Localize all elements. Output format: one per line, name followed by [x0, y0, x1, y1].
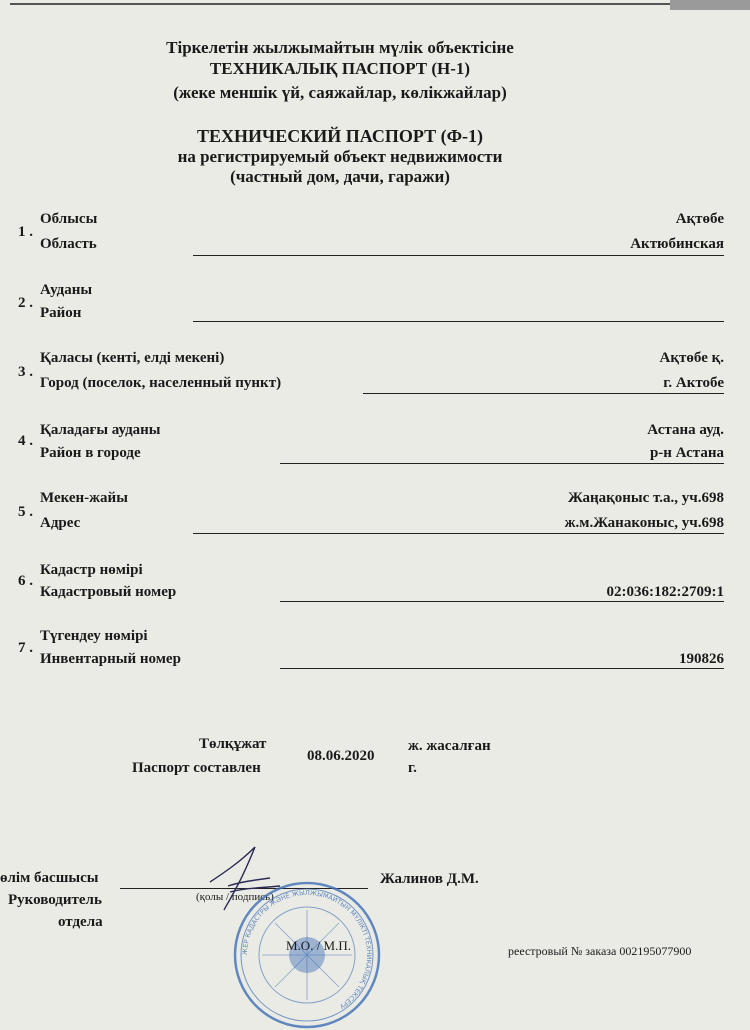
field-value-ru: ж.м.Жанаконыс, уч.698	[564, 515, 724, 531]
head-role-ru-2: отдела	[58, 914, 103, 930]
corner-mark	[670, 0, 750, 10]
field-underline	[280, 601, 724, 602]
compiled-label-kz: Төлқұжат	[199, 736, 267, 752]
seal-place-caption: М.О. / М.П.	[286, 938, 352, 953]
field-underline	[193, 321, 724, 322]
field-value-ru: р-н Астана	[649, 445, 724, 461]
field-label-kz: Қаласы (кенті, елді мекені)	[40, 350, 225, 366]
field-value-kz: Астана ауд.	[647, 422, 724, 438]
field-number: 4 .	[18, 433, 33, 449]
field-value-kz: Жаңақоныс т.а., уч.698	[568, 490, 724, 506]
field-underline	[280, 668, 724, 669]
field-value-ru: Актюбинская	[630, 236, 724, 252]
signatory-name: Жалинов Д.М.	[380, 871, 479, 887]
header-kz-line1: Тіркелетін жылжымайтын мүлік объектісіне	[166, 38, 514, 57]
field-label-kz: Ауданы	[40, 282, 93, 298]
field-label-kz: Түгендеу нөмірі	[40, 628, 148, 644]
field-label-ru: Область	[40, 236, 97, 252]
compiled-date: 08.06.2020	[307, 748, 375, 764]
header-ru-line1: ТЕХНИЧЕСКИЙ ПАСПОРТ (Ф-1)	[196, 126, 484, 146]
header-kz-line3: (жеке меншік үй, саяжайлар, көлікжайлар)	[173, 83, 507, 102]
field-number: 3 .	[18, 364, 33, 380]
field-label-kz: Облысы	[40, 211, 98, 227]
field-number: 2 .	[18, 295, 33, 311]
field-label-ru: Город (поселок, населенный пункт)	[40, 375, 282, 391]
field-value-kz: Ақтөбе қ.	[659, 350, 724, 366]
header-kz-line2: ТЕХНИКАЛЫҚ ПАСПОРТ (Н-1)	[209, 59, 471, 78]
field-number: 1 .	[18, 224, 33, 240]
field-value-kz: Ақтөбе	[675, 211, 724, 227]
head-role-ru-1: Руководитель	[8, 892, 102, 908]
top-border-line	[10, 3, 750, 5]
field-label-ru: Адрес	[40, 515, 81, 531]
compiled-suffix-kz: ж. жасалған	[408, 738, 491, 754]
field-number: 6 .	[18, 573, 33, 589]
header-ru-line3: (частный дом, дачи, гаражи)	[230, 167, 450, 186]
field-label-kz: Кадастр нөмірі	[40, 562, 143, 578]
compiled-suffix-ru: г.	[408, 760, 417, 776]
field-label-ru: Кадастровый номер	[40, 584, 177, 600]
field-underline	[363, 393, 724, 394]
field-value-ru: 190826	[679, 651, 724, 667]
field-label-kz: Мекен-жайы	[40, 490, 128, 506]
registry-number: реестровый № заказа 002195077900	[508, 944, 692, 958]
handwritten-signature-icon	[200, 842, 290, 912]
field-label-ru: Район в городе	[40, 445, 141, 461]
field-value-ru: 02:036:182:2709:1	[606, 584, 724, 600]
header-ru-line2: на регистрируемый объект недвижимости	[177, 147, 503, 166]
field-underline	[193, 255, 724, 256]
field-underline	[280, 463, 724, 464]
field-number: 7 .	[18, 640, 33, 656]
head-role-kz: өлім басшысы	[0, 870, 99, 886]
field-underline	[193, 533, 724, 534]
compiled-label-ru: Паспорт составлен	[132, 760, 261, 776]
field-label-ru: Район	[40, 305, 82, 321]
field-number: 5 .	[18, 504, 33, 520]
signature-caption: (қолы / подпись)	[196, 891, 274, 903]
field-label-kz: Қаладағы ауданы	[40, 422, 161, 438]
seal-ring-text: ЖЕР КАДАСТРЫ ЖӘНЕ ЖЫЛЖЫМАЙТЫН МҮЛІКТІ ТЕХНИКАЛЫҚ ТЕКСЕРУ	[240, 888, 374, 1011]
field-value-ru: г. Актобе	[663, 375, 724, 391]
field-label-ru: Инвентарный номер	[40, 651, 181, 667]
